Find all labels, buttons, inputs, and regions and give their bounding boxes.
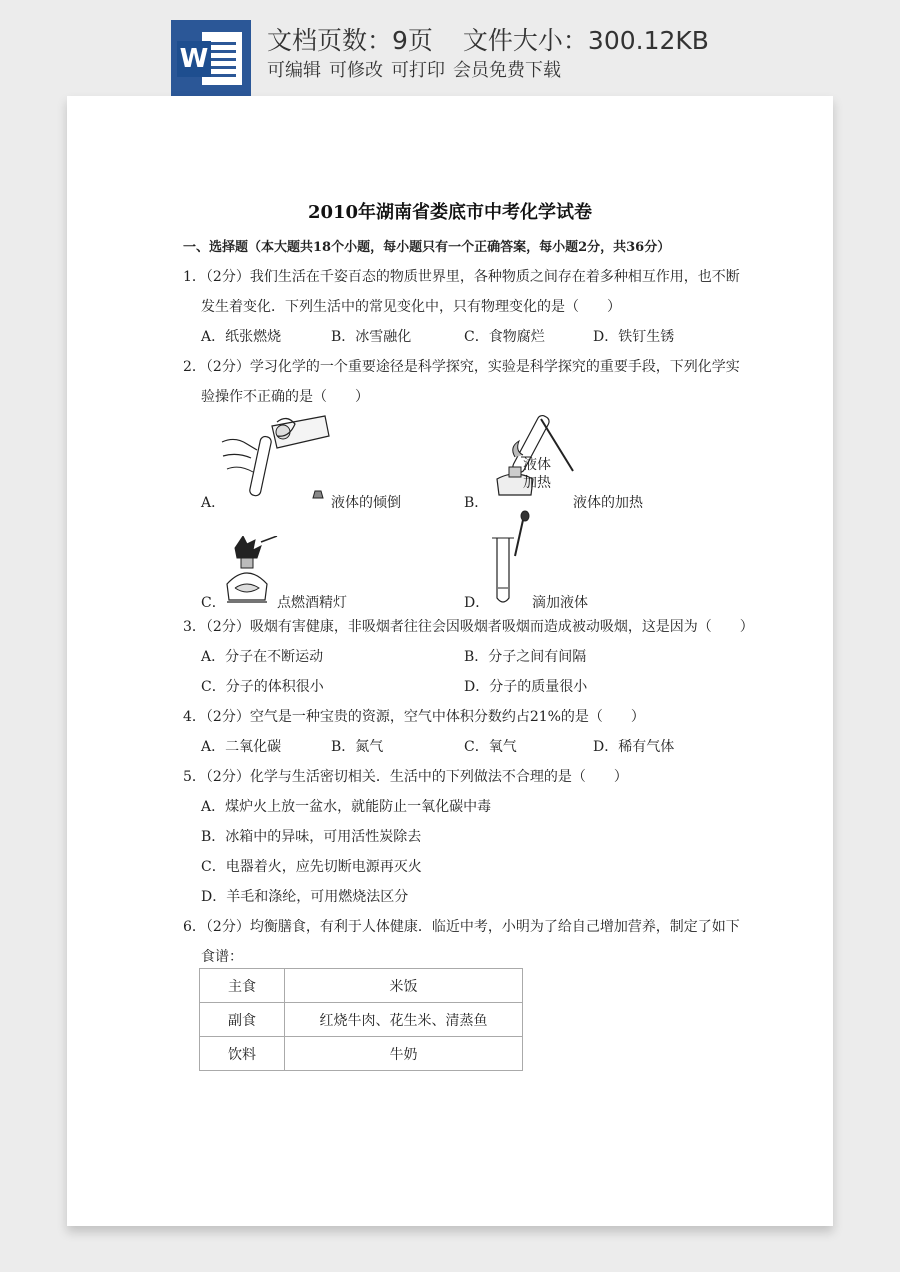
bottle-stopper-icon (311, 488, 325, 500)
table-cell: 红烧牛肉、花生米、清蒸鱼 (285, 1003, 523, 1037)
q5-option-c: C．电器着火，应先切断电源再灭火 (201, 859, 422, 875)
feature-list (267, 56, 569, 82)
feature-printable: 可打印 (391, 60, 445, 81)
file-size: 文件大小：300.12KB (462, 26, 709, 55)
q4-option-b: B．氮气 (331, 739, 384, 755)
question-6-line2: 食谱： (201, 949, 243, 965)
table-row (200, 969, 523, 1003)
table-cell: 主食 (200, 969, 285, 1003)
q4-option-a: A．二氧化碳 (201, 739, 282, 755)
table-row (200, 1037, 523, 1071)
document-info-header (0, 0, 900, 96)
table-cell: 牛奶 (285, 1037, 523, 1071)
question-2-line1: 2．（2分）学习化学的一个重要途径是科学探究，实验是科学探究的重要手段，下列化学实 (183, 359, 740, 375)
file-meta (267, 21, 709, 57)
table-row (200, 1003, 523, 1037)
q2-figure-b-label-heat: 加热 (523, 475, 551, 491)
q2-figure-d-caption: 滴加液体 (532, 595, 588, 611)
q5-option-a: A．煤炉火上放一盆水，就能防止一氧化碳中毒 (201, 799, 492, 815)
question-3-line1: 3．（2分）吸烟有害健康，非吸烟者往往会因吸烟者吸烟而造成被动吸烟，这是因为（ ） (183, 619, 754, 635)
q3-option-c: C．分子的体积很小 (201, 679, 324, 695)
q2-figure-a-letter: A． (201, 495, 226, 511)
q1-option-b: B．冰雪融化 (331, 329, 412, 345)
q1-option-c: C．食物腐烂 (464, 329, 545, 345)
q2-figure-b-label-liquid: 液体 (523, 457, 551, 473)
q3-option-a: A．分子在不断运动 (201, 649, 324, 665)
q2-figure-a-caption: 液体的倾倒 (331, 495, 401, 511)
table-cell: 饮料 (200, 1037, 285, 1071)
q1-option-a: A．纸张燃烧 (201, 329, 282, 345)
page-count: 文档页数：9页 (267, 26, 433, 55)
feature-modifiable: 可修改 (329, 60, 383, 81)
exam-title: 2010年湖南省娄底市中考化学试卷 (307, 202, 593, 223)
feature-editable: 可编辑 (267, 60, 321, 81)
table-cell: 副食 (200, 1003, 285, 1037)
question-1-line2: 发生着变化．下列生活中的常见变化中，只有物理变化的是（ ） (201, 299, 621, 315)
q4-option-c: C．氧气 (464, 739, 517, 755)
question-6-line1: 6．（2分）均衡膳食，有利于人体健康．临近中考，小明为了给自己增加营养，制定了如下 (183, 919, 740, 935)
q3-option-d: D．分子的质量很小 (464, 679, 588, 695)
q3-option-b: B．分子之间有间隔 (464, 649, 587, 665)
q1-option-d: D．铁钉生锈 (593, 329, 675, 345)
q5-option-d: D．羊毛和涤纶，可用燃烧法区分 (201, 889, 409, 905)
dropper-illustration (487, 510, 537, 606)
diet-menu-table (199, 968, 523, 1071)
feature-free-download: 会员免费下载 (453, 60, 561, 81)
document-page (67, 96, 833, 1226)
question-1-line1: 1．（2分）我们生活在千姿百态的物质世界里，各种物质之间存在着多种相互作用，也不断 (183, 269, 740, 285)
q2-figure-c-letter: C． (201, 595, 226, 611)
question-4-line1: 4．（2分）空气是一种宝贵的资源，空气中体积分数约占21%的是（ ） (183, 709, 645, 725)
table-cell: 米饭 (285, 969, 523, 1003)
q4-option-d: D．稀有气体 (593, 739, 675, 755)
section-heading: 一、选择题（本大题共18个小题，每小题只有一个正确答案，每小题2分，共36分） (183, 240, 671, 255)
q2-figure-d-letter: D． (464, 595, 490, 611)
q2-figure-b-caption: 液体的加热 (573, 495, 643, 511)
q2-figure-b-letter: B． (464, 495, 489, 511)
q5-option-b: B．冰箱中的异味，可用活性炭除去 (201, 829, 422, 845)
question-5-line1: 5．（2分）化学与生活密切相关．生活中的下列做法不合理的是（ ） (183, 769, 628, 785)
question-2-line2: 验操作不正确的是（ ） (201, 389, 369, 405)
word-icon: W (171, 20, 251, 97)
q2-figure-c-caption: 点燃酒精灯 (277, 595, 347, 611)
